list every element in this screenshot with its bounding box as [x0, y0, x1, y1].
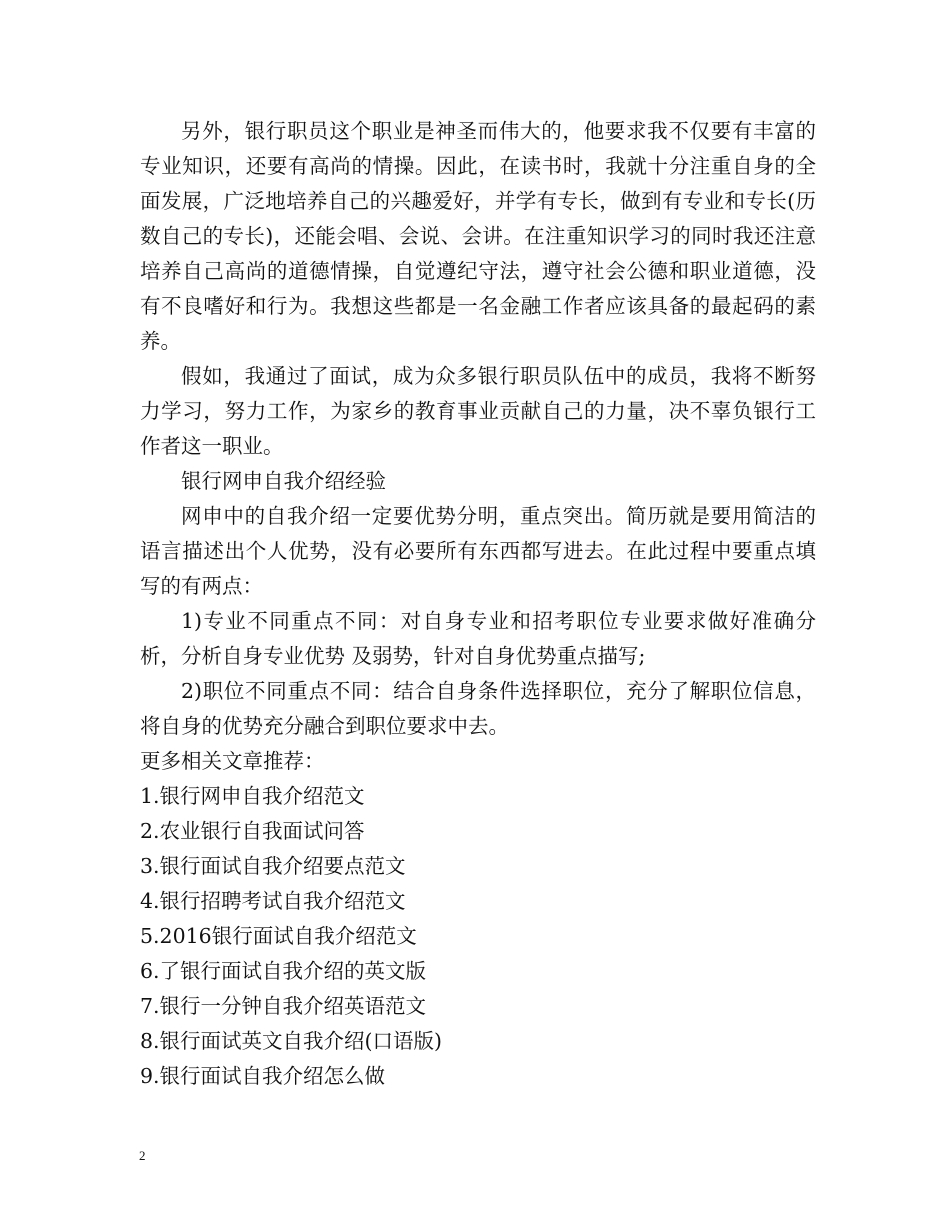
related-article-link[interactable]: 7.银行一分钟自我介绍英语范文 — [140, 994, 427, 1018]
document-page — [140, 114, 816, 1094]
related-article-link[interactable]: 3.银行面试自我介绍要点范文 — [140, 854, 406, 878]
related-article-link[interactable]: 6.了银行面试自我介绍的英文版 — [140, 959, 427, 983]
related-article-link[interactable]: 1.银行网申自我介绍范文 — [140, 784, 365, 808]
section-paragraph: 2)职位不同重点不同：结合自身条件选择职位，充分了解职位信息，将自身的优势充分融合到职位要求中去。 — [140, 679, 816, 738]
related-article-link[interactable]: 4.银行招聘考试自我介绍范文 — [140, 889, 406, 913]
page-number: 2 — [139, 1148, 146, 1163]
related-article-link[interactable]: 8.银行面试英文自我介绍(口语版) — [140, 1029, 443, 1053]
related-articles-list — [140, 779, 816, 1094]
related-articles-label: 更多相关文章推荐： — [140, 749, 325, 773]
section-heading: 银行网申自我介绍经验 — [181, 469, 386, 493]
section-paragraph: 1)专业不同重点不同：对自身专业和招考职位专业要求做好准确分析，分析自身专业优势 及弱势，针对自身优势重点描写; — [140, 609, 816, 668]
related-article-link[interactable]: 9.银行面试自我介绍怎么做 — [140, 1064, 386, 1088]
related-article-link[interactable]: 2.农业银行自我面试问答 — [140, 819, 365, 843]
body-paragraph: 另外，银行职员这个职业是神圣而伟大的，他要求我不仅要有丰富的专业知识，还要有高尚的情操。因此，在读书时，我就十分注重自身的全面发展，广泛地培养自己的兴趣爱好，并学有专长，做到有专业和专长(历数自己的专长)，还能会唱、会说、会讲。在注重知识学习的同时我还注意培养自己高尚的道德情操，自觉遵纪守法，遵守社会公德和职业道德，没有不良嗜好和行为。我想这些都是一名金融工作者应该具备的最起码的素养。 — [140, 119, 816, 353]
related-article-link[interactable]: 5.2016银行面试自我介绍范文 — [140, 924, 417, 948]
section-paragraph: 网申中的自我介绍一定要优势分明，重点突出。简历就是要用简洁的语言描述出个人优势，没有必要所有东西都写进去。在此过程中要重点填写的有两点： — [140, 504, 816, 598]
body-paragraph: 假如，我通过了面试，成为众多银行职员队伍中的成员，我将不断努力学习，努力工作，为家乡的教育事业贡献自己的力量，决不辜负银行工作者这一职业。 — [140, 364, 816, 458]
